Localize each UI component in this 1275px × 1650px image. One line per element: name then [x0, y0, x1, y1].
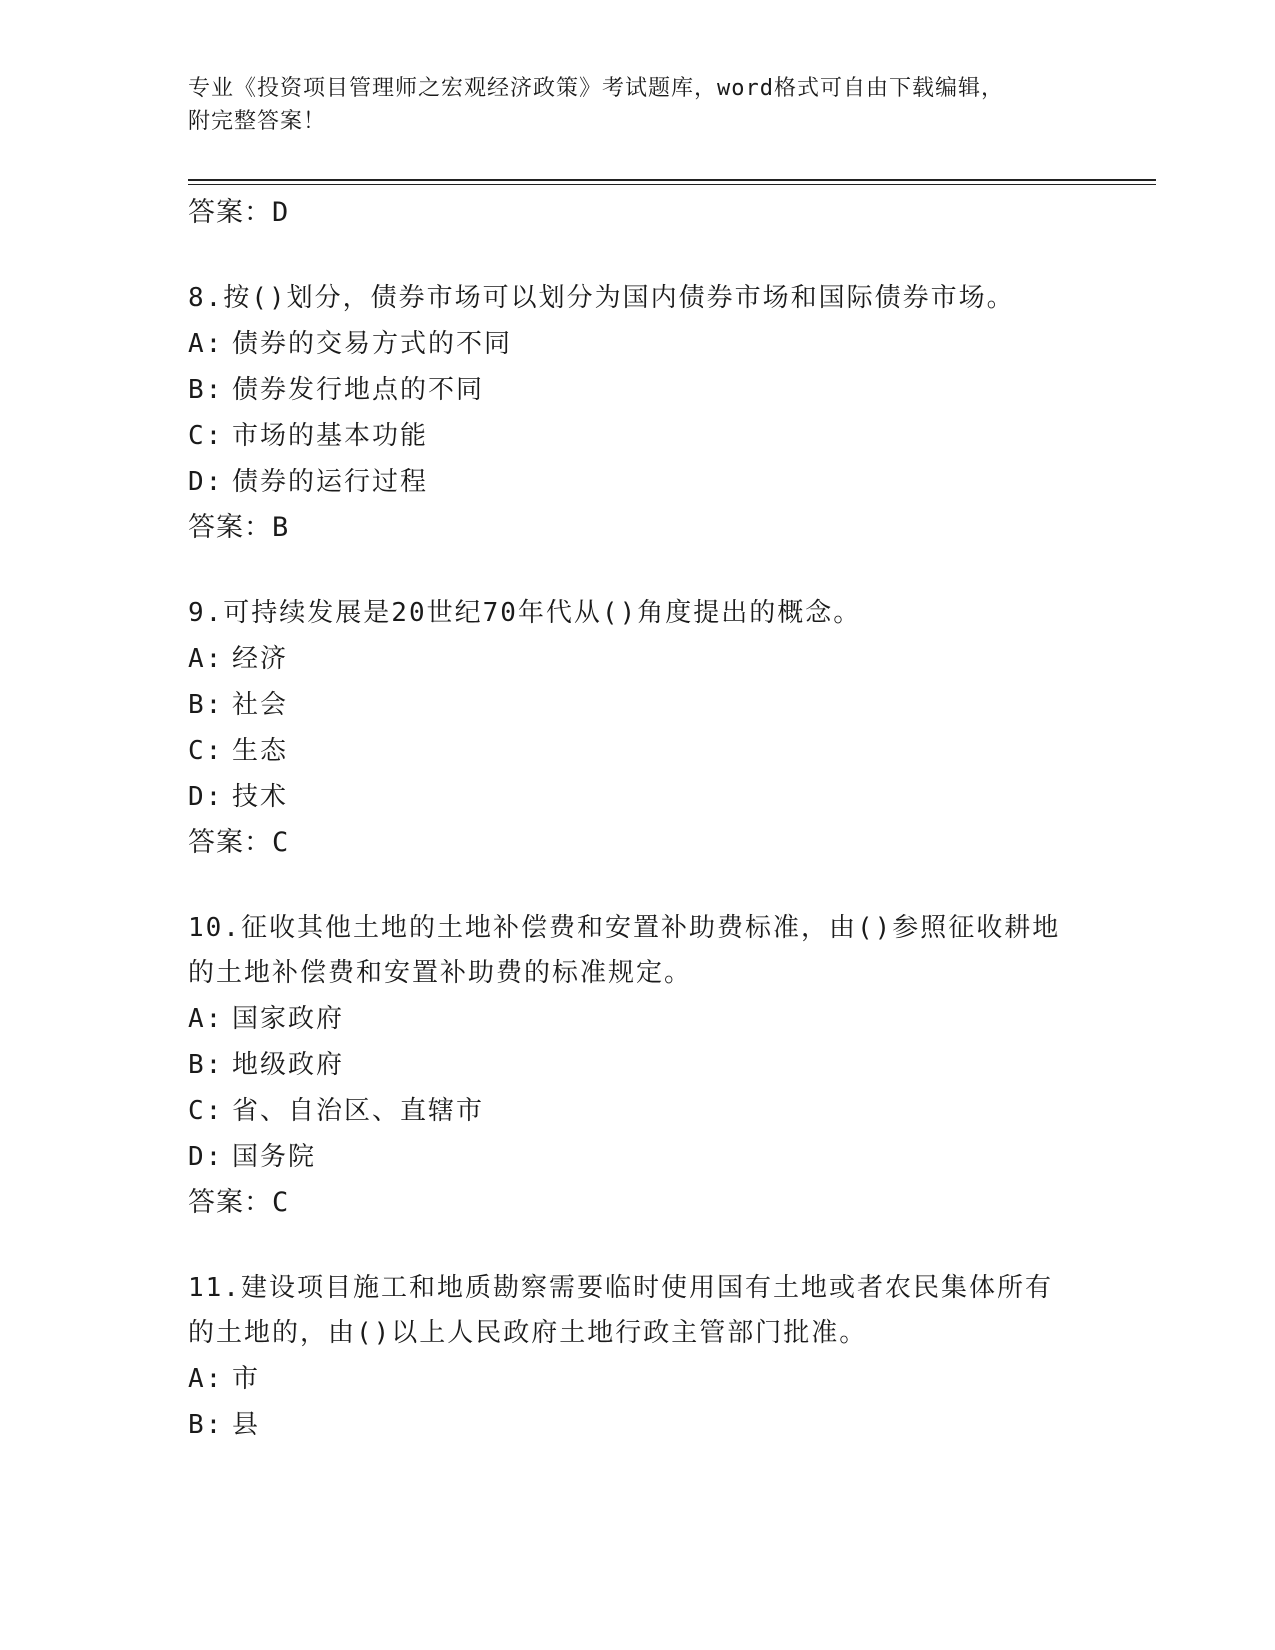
option-text: 经济	[232, 644, 289, 674]
option-key: A:	[188, 329, 224, 359]
answer-label: 答案：	[188, 512, 272, 543]
option-a	[188, 1356, 1088, 1402]
option-a	[188, 321, 1088, 367]
option-b	[188, 1042, 1088, 1088]
header-divider-thin	[188, 184, 1156, 185]
option-key: A:	[188, 644, 224, 674]
option-c	[188, 1088, 1088, 1134]
option-c	[188, 413, 1088, 459]
option-key: B:	[188, 690, 224, 720]
option-d	[188, 459, 1088, 505]
question-text-line-2: 的土地的，由()以上人民政府土地行政主管部门批准。	[188, 1318, 868, 1348]
question-text: 9.可持续发展是20世纪70年代从()角度提出的概念。	[188, 598, 862, 628]
option-text: 债券的运行过程	[232, 467, 429, 497]
answer-line	[188, 505, 1088, 551]
document-header	[188, 72, 1068, 138]
option-a	[188, 636, 1088, 682]
answer-label: 答案：	[188, 197, 272, 228]
option-b	[188, 367, 1088, 413]
question-text-line-1: 10.征收其他土地的土地补偿费和安置补助费标准，由()参照征收耕地	[188, 913, 1061, 943]
option-text: 社会	[232, 690, 289, 720]
option-text: 债券发行地点的不同	[232, 375, 485, 405]
option-text: 地级政府	[232, 1050, 345, 1080]
option-c	[188, 728, 1088, 774]
option-key: B:	[188, 1050, 224, 1080]
option-text: 债券的交易方式的不同	[232, 329, 513, 359]
option-key: C:	[188, 421, 224, 451]
option-d	[188, 774, 1088, 820]
answer-label: 答案：	[188, 1187, 272, 1218]
option-text: 县	[232, 1410, 261, 1440]
option-key: D:	[188, 1142, 224, 1172]
option-key: A:	[188, 1004, 224, 1034]
question-10	[188, 906, 1088, 1226]
option-text: 国家政府	[232, 1004, 345, 1034]
option-key: B:	[188, 1410, 224, 1440]
question-9	[188, 591, 1088, 866]
answer-value: C	[272, 827, 290, 858]
answer-label: 答案：	[188, 827, 272, 858]
option-key: C:	[188, 1096, 224, 1126]
answer-line	[188, 190, 1088, 236]
question-text-line-2: 的土地补偿费和安置补助费的标准规定。	[188, 958, 693, 988]
answer-value: D	[272, 197, 290, 228]
header-line-2: 附完整答案！	[188, 109, 327, 134]
option-key: A:	[188, 1364, 224, 1394]
option-text: 市场的基本功能	[232, 421, 429, 451]
header-line-1: 专业《投资项目管理师之宏观经济政策》考试题库，word格式可自由下载编辑，	[188, 76, 1004, 101]
option-text: 生态	[232, 736, 289, 766]
header-divider-thick	[188, 179, 1156, 181]
answer-line	[188, 1180, 1088, 1226]
option-b	[188, 1402, 1088, 1448]
answer-value: B	[272, 512, 290, 543]
question-text: 8.按()划分，债券市场可以划分为国内债券市场和国际债券市场。	[188, 283, 1015, 313]
question-list	[188, 190, 1088, 1448]
option-key: D:	[188, 467, 224, 497]
option-key: C:	[188, 736, 224, 766]
option-a	[188, 996, 1088, 1042]
answer-value: C	[272, 1187, 290, 1218]
answer-line	[188, 820, 1088, 866]
option-key: B:	[188, 375, 224, 405]
option-text: 国务院	[232, 1142, 317, 1172]
question-8	[188, 276, 1088, 551]
option-text: 省、自治区、直辖市	[232, 1096, 485, 1126]
option-d	[188, 1134, 1088, 1180]
question-text-line-1: 11.建设项目施工和地质勘察需要临时使用国有土地或者农民集体所有	[188, 1273, 1053, 1303]
option-b	[188, 682, 1088, 728]
option-key: D:	[188, 782, 224, 812]
question-11	[188, 1266, 1088, 1448]
option-text: 市	[232, 1364, 261, 1394]
option-text: 技术	[232, 782, 289, 812]
